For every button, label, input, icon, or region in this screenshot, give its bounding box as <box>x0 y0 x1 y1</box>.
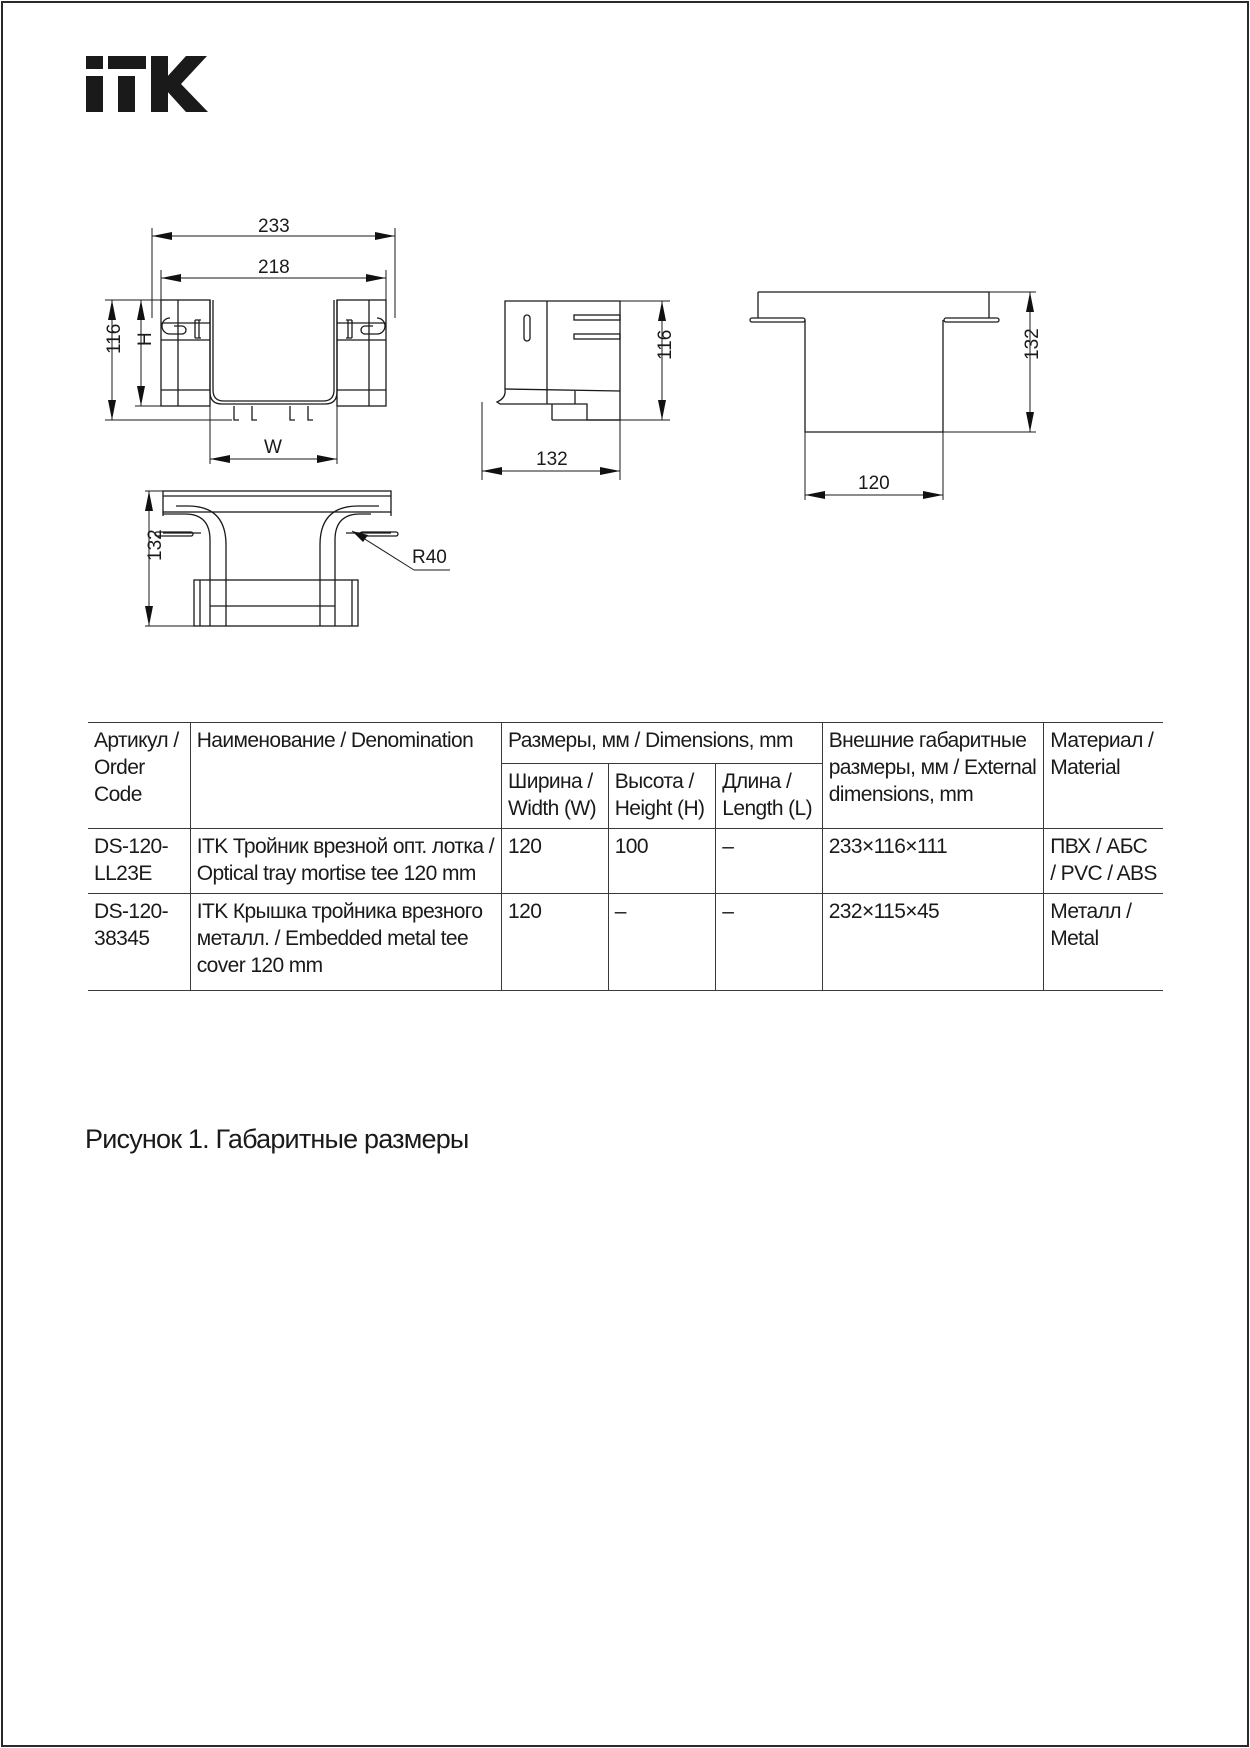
cell-material: Металл / Metal <box>1044 894 1163 991</box>
cell-external-dimensions: 232×115×45 <box>822 894 1043 991</box>
table-header-row <box>88 723 1163 764</box>
cell-external-dimensions: 233×116×111 <box>822 829 1043 894</box>
side-dim-132-label: 132 <box>536 449 568 470</box>
cover-view <box>750 292 1043 500</box>
dim-218-label: 218 <box>258 257 290 278</box>
table-row <box>88 829 1163 894</box>
cell-width: 120 <box>502 829 609 894</box>
cell-material: ПВХ / АБС / PVC / ABS <box>1044 829 1163 894</box>
top-view <box>145 491 450 626</box>
side-dim-116-label: 116 <box>655 329 676 360</box>
header-height: Высота / Height (H) <box>608 764 716 829</box>
front-view <box>104 216 395 464</box>
cover-dim-132-label: 132 <box>1022 328 1043 360</box>
cell-order-code: DS-120-LL23E <box>88 829 190 894</box>
table-row <box>88 894 1163 991</box>
header-width: Ширина / Width (W) <box>502 764 609 829</box>
cell-length: – <box>716 894 822 991</box>
cell-length: – <box>716 829 822 894</box>
dim-W-label: W <box>264 437 282 458</box>
header-material: Материал / Material <box>1044 723 1163 829</box>
header-length: Длина / Length (L) <box>716 764 822 829</box>
specification-table <box>88 722 1163 991</box>
figure-caption: Рисунок 1. Габаритные размеры <box>85 1124 469 1154</box>
dim-233-label: 233 <box>258 216 290 237</box>
dimension-drawing <box>0 0 1250 700</box>
cell-height: 100 <box>608 829 716 894</box>
cell-denomination: ITK Тройник врезной опт. лотка / Optical tray mortise tee 120 mm <box>190 829 501 894</box>
header-dimensions: Размеры, мм / Dimensions, mm <box>502 723 823 764</box>
cover-dim-120-label: 120 <box>858 473 890 494</box>
cell-height: – <box>608 894 716 991</box>
dim-H-label: H <box>135 332 156 346</box>
header-denomination: Наименование / Denomination <box>190 723 501 829</box>
top-dim-r40-label: R40 <box>412 547 447 568</box>
header-external-dimensions: Внешние габаритные размеры, мм / External dimensions, mm <box>822 723 1043 829</box>
cell-order-code: DS-120-38345 <box>88 894 190 991</box>
cell-denomination: ITK Крышка тройника врезного металл. / Embedded metal tee cover 120 mm <box>190 894 501 991</box>
top-dim-132-label: 132 <box>145 529 166 561</box>
side-view <box>482 301 676 480</box>
header-order-code: Артикул / Order Code <box>88 723 190 829</box>
dim-116-label: 116 <box>104 323 125 354</box>
cell-width: 120 <box>502 894 609 991</box>
